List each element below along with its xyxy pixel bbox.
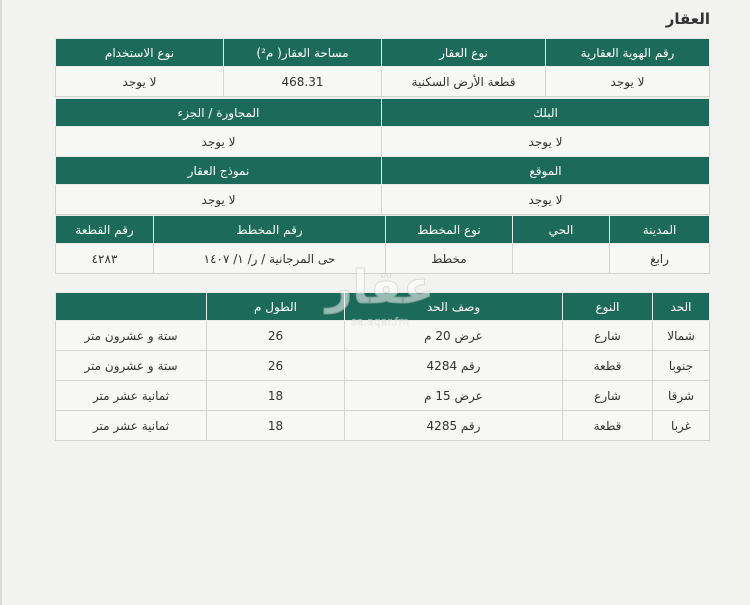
header-property-type: نوع العقار (382, 39, 546, 67)
header-boundary: الحد (653, 293, 710, 321)
cell-property-area: 468.31 (224, 67, 382, 97)
header-usage-type: نوع الاستخدام (56, 39, 224, 67)
cell-length-words: ثمانية عشر متر (56, 381, 207, 411)
cell-length: 18 (207, 381, 345, 411)
cell-property-type: قطعة الأرض السكنية (382, 67, 546, 97)
cell-property-model: لا يوجد (56, 185, 382, 215)
watermark-text: عقار (325, 260, 435, 314)
cell-length-words: ثمانية عشر متر (56, 411, 207, 441)
cell-length-words: ستة و عشرون متر (56, 321, 207, 351)
table-row (56, 411, 710, 441)
cell-plan-number: حى المرجانية / ر/ ١/ ١٤٠٧ (154, 244, 386, 274)
watermark-subtext: sa.aqar.fm (350, 315, 410, 328)
header-plan-type: نوع المخطط (386, 216, 513, 244)
cell-length: 26 (207, 351, 345, 381)
cell-plan-type: مخطط (386, 244, 513, 274)
cell-boundary: شمالا (653, 321, 710, 351)
header-block: البلك (382, 99, 710, 127)
section-title: العقار (665, 10, 710, 28)
table-row (56, 321, 710, 351)
cell-length: 18 (207, 411, 345, 441)
plan-table (55, 215, 710, 274)
cell-boundary-type: قطعة (563, 411, 653, 441)
header-district: الحي (513, 216, 610, 244)
cell-length-words: ستة و عشرون متر (56, 351, 207, 381)
cell-boundary: غربا (653, 411, 710, 441)
header-location: الموقع (382, 157, 710, 185)
cell-usage-type: لا يوجد (56, 67, 224, 97)
cell-neighborhood-part: لا يوجد (56, 127, 382, 157)
header-boundary-type: النوع (563, 293, 653, 321)
header-property-id: رقم الهوية العقارية (546, 39, 710, 67)
cell-block: لا يوجد (382, 127, 710, 157)
cell-city: رابغ (610, 244, 710, 274)
header-neighborhood-part: المجاورة / الجزء (56, 99, 382, 127)
header-boundary-description: وصف الحد (345, 293, 563, 321)
cell-location: لا يوجد (382, 185, 710, 215)
table-row (56, 351, 710, 381)
header-property-model: نموذج العقار (56, 157, 382, 185)
block-table (55, 98, 710, 157)
table-row (56, 381, 710, 411)
boundaries-table (55, 292, 710, 441)
cell-boundary-description: رقم 4284 (345, 351, 563, 381)
cell-boundary-type: قطعة (563, 351, 653, 381)
header-property-area: مساحة العقار( م²) (224, 39, 382, 67)
cell-property-id: لا يوجد (546, 67, 710, 97)
property-table (55, 38, 710, 97)
cell-boundary-type: شارع (563, 381, 653, 411)
header-plan-number: رقم المخطط (154, 216, 386, 244)
cell-boundary-type: شارع (563, 321, 653, 351)
cell-boundary-description: عرض 15 م (345, 381, 563, 411)
cell-boundary-description: عرض 20 م (345, 321, 563, 351)
header-length-words (56, 293, 207, 321)
cell-boundary-description: رقم 4285 (345, 411, 563, 441)
cell-district (513, 244, 610, 274)
cell-boundary: جنوبا (653, 351, 710, 381)
cell-length: 26 (207, 321, 345, 351)
header-plot-number: رقم القطعة (56, 216, 154, 244)
location-table (55, 156, 710, 215)
cell-plot-number: ٤٢٨٣ (56, 244, 154, 274)
header-length: الطول م (207, 293, 345, 321)
cell-boundary: شرقا (653, 381, 710, 411)
header-city: المدينة (610, 216, 710, 244)
